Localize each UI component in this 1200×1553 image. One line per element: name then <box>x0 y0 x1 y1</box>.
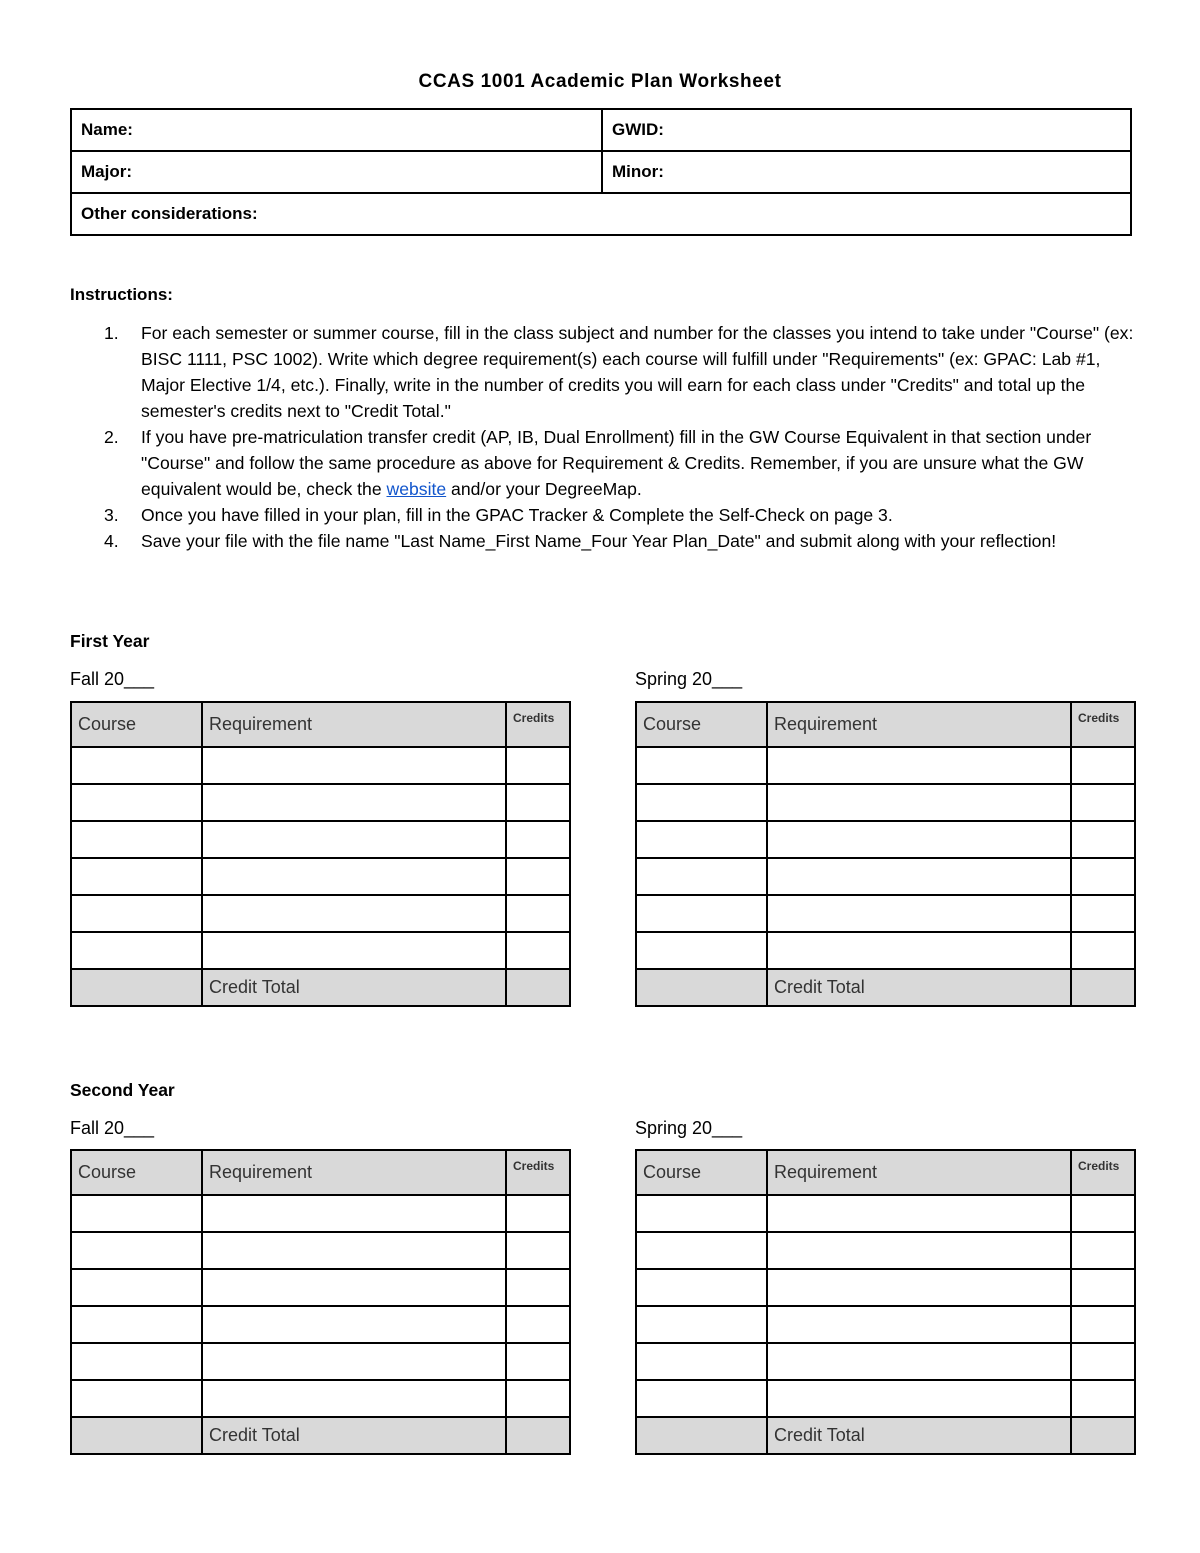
table-row <box>71 1306 570 1343</box>
instruction-item <box>104 528 1134 554</box>
credits-cell[interactable] <box>1071 747 1135 784</box>
credit-total-row <box>71 969 570 1006</box>
requirement-header: Requirement <box>767 702 1071 747</box>
course-cell[interactable] <box>71 858 202 895</box>
requirement-cell[interactable] <box>202 858 506 895</box>
instruction-number: 1. <box>104 323 119 343</box>
course-cell[interactable] <box>71 1306 202 1343</box>
requirement-cell[interactable] <box>767 821 1071 858</box>
table-row <box>71 1269 570 1306</box>
table-row <box>71 932 570 969</box>
course-cell[interactable] <box>71 895 202 932</box>
course-header: Course <box>636 702 767 747</box>
instruction-item <box>104 424 1134 502</box>
instruction-text: Save your file with the file name "Last Name_First Name_Four Year Plan_Date" and submit along with your reflection! <box>141 531 1057 551</box>
credits-header: Credits <box>506 702 570 747</box>
requirement-cell[interactable] <box>767 932 1071 969</box>
credit-total-cell[interactable] <box>506 1417 570 1454</box>
credits-cell[interactable] <box>1071 1195 1135 1232</box>
instructions-heading: Instructions: <box>70 285 173 304</box>
instruction-text: For each semester or summer course, fill in the class subject and number for the classes you intend to take under "Course" (ex: BISC 1111, PSC 1002). Write which degree requirement(s) each course will fulfill under "Requirements" (ex: GPAC: Lab #1, Major Elective 1/4, etc.). Finally, write in the number of credits you will earn for each class under "Credits" and total up the semester's credits next to "Credit Total." <box>141 323 1134 421</box>
credits-cell[interactable] <box>506 895 570 932</box>
table-row <box>71 1380 570 1417</box>
requirement-cell[interactable] <box>202 784 506 821</box>
credits-cell[interactable] <box>1071 1269 1135 1306</box>
credits-cell[interactable] <box>1071 895 1135 932</box>
credits-cell[interactable] <box>1071 1380 1135 1417</box>
other-considerations-field[interactable]: Other considerations: <box>71 193 1131 235</box>
table-row <box>71 1232 570 1269</box>
course-cell[interactable] <box>636 858 767 895</box>
course-cell[interactable] <box>636 1195 767 1232</box>
course-cell[interactable] <box>71 1269 202 1306</box>
course-cell[interactable] <box>71 821 202 858</box>
course-cell[interactable] <box>71 1380 202 1417</box>
empty-cell <box>71 969 202 1006</box>
credit-total-cell[interactable] <box>1071 969 1135 1006</box>
course-cell[interactable] <box>636 747 767 784</box>
student-info-table <box>70 108 1132 236</box>
course-cell[interactable] <box>636 1306 767 1343</box>
first-year-spring-table <box>635 701 1136 1007</box>
requirement-cell[interactable] <box>767 1343 1071 1380</box>
name-field[interactable]: Name: <box>71 109 602 151</box>
course-cell[interactable] <box>636 821 767 858</box>
table-row <box>71 821 570 858</box>
website-link[interactable]: website <box>386 479 447 499</box>
credits-cell[interactable] <box>506 784 570 821</box>
table-row <box>71 747 570 784</box>
empty-cell <box>636 969 767 1006</box>
first-year-fall-table <box>70 701 571 1007</box>
credits-cell[interactable] <box>506 821 570 858</box>
credits-cell[interactable] <box>506 932 570 969</box>
table-row <box>636 895 1135 932</box>
second-year-fall-table <box>70 1149 571 1455</box>
table-header-row <box>71 702 570 747</box>
instruction-text: and/or your DegreeMap. <box>446 479 642 499</box>
requirement-cell[interactable] <box>767 1306 1071 1343</box>
minor-field[interactable]: Minor: <box>602 151 1131 193</box>
course-cell[interactable] <box>636 1232 767 1269</box>
table-header-row <box>636 1150 1135 1195</box>
credits-header: Credits <box>1071 1150 1135 1195</box>
requirement-cell[interactable] <box>767 1269 1071 1306</box>
spring-term-label: Spring 20___ <box>635 1118 743 1138</box>
fall-term-label: Fall 20___ <box>70 669 155 689</box>
credits-cell[interactable] <box>506 1269 570 1306</box>
requirement-cell[interactable] <box>767 1380 1071 1417</box>
requirement-header: Requirement <box>202 1150 506 1195</box>
credits-cell[interactable] <box>506 1343 570 1380</box>
course-cell[interactable] <box>636 895 767 932</box>
table-row <box>636 821 1135 858</box>
gwid-field[interactable]: GWID: <box>602 109 1131 151</box>
requirement-cell[interactable] <box>767 747 1071 784</box>
requirement-cell[interactable] <box>202 1306 506 1343</box>
table-row <box>636 1232 1135 1269</box>
table-row <box>71 895 570 932</box>
first-year-heading: First Year <box>70 631 150 651</box>
credits-cell[interactable] <box>1071 784 1135 821</box>
credits-cell[interactable] <box>506 1306 570 1343</box>
credits-header: Credits <box>1071 702 1135 747</box>
course-cell[interactable] <box>636 1269 767 1306</box>
requirement-cell[interactable] <box>202 747 506 784</box>
credit-total-label: Credit Total <box>202 1417 506 1454</box>
second-year-spring-table <box>635 1149 1136 1455</box>
credits-cell[interactable] <box>1071 932 1135 969</box>
instructions-list <box>104 320 1134 554</box>
instruction-item <box>104 320 1134 424</box>
course-cell[interactable] <box>636 932 767 969</box>
credits-cell[interactable] <box>1071 1232 1135 1269</box>
table-header-row <box>636 702 1135 747</box>
requirement-cell[interactable] <box>202 1195 506 1232</box>
table-row <box>636 1380 1135 1417</box>
table-row <box>636 784 1135 821</box>
instruction-item <box>104 502 1134 528</box>
course-cell[interactable] <box>71 1232 202 1269</box>
credit-total-cell[interactable] <box>1071 1417 1135 1454</box>
credit-total-label: Credit Total <box>767 969 1071 1006</box>
course-cell[interactable] <box>71 747 202 784</box>
credits-cell[interactable] <box>1071 858 1135 895</box>
credit-total-row <box>71 1417 570 1454</box>
course-header: Course <box>71 702 202 747</box>
course-cell[interactable] <box>636 1380 767 1417</box>
requirement-cell[interactable] <box>767 1195 1071 1232</box>
course-cell[interactable] <box>71 784 202 821</box>
course-cell[interactable] <box>636 784 767 821</box>
course-header: Course <box>71 1150 202 1195</box>
requirement-cell[interactable] <box>767 895 1071 932</box>
requirement-cell[interactable] <box>202 1380 506 1417</box>
requirement-cell[interactable] <box>202 1343 506 1380</box>
credits-cell[interactable] <box>506 858 570 895</box>
requirement-cell[interactable] <box>767 858 1071 895</box>
table-row <box>636 747 1135 784</box>
requirement-cell[interactable] <box>202 1269 506 1306</box>
table-row <box>636 858 1135 895</box>
credit-total-row <box>636 969 1135 1006</box>
credits-cell[interactable] <box>1071 821 1135 858</box>
table-row <box>71 1195 570 1232</box>
instruction-number: 3. <box>104 505 119 525</box>
table-row <box>636 1269 1135 1306</box>
second-year-heading: Second Year <box>70 1080 175 1100</box>
course-cell[interactable] <box>71 932 202 969</box>
credit-total-label: Credit Total <box>767 1417 1071 1454</box>
major-field[interactable]: Major: <box>71 151 602 193</box>
instruction-text: If you have pre-matriculation transfer credit (AP, IB, Dual Enrollment) fill in the GW Course Equivalent in that section under "Course" and follow the same procedure as above for Requirement & Credits. Remember, if you are unsure what the GW equivalent would be, check the <box>141 427 1092 499</box>
credit-total-cell[interactable] <box>506 969 570 1006</box>
fall-term-label: Fall 20___ <box>70 1118 155 1138</box>
credit-total-row <box>636 1417 1135 1454</box>
table-row <box>636 932 1135 969</box>
empty-cell <box>636 1417 767 1454</box>
requirement-cell[interactable] <box>202 1232 506 1269</box>
table-row <box>71 858 570 895</box>
credits-header: Credits <box>506 1150 570 1195</box>
credits-cell[interactable] <box>1071 1343 1135 1380</box>
instruction-text: Once you have filled in your plan, fill in the GPAC Tracker & Complete the Self-Check on page 3. <box>141 505 893 525</box>
page-title: CCAS 1001 Academic Plan Worksheet <box>418 71 782 92</box>
table-row <box>636 1343 1135 1380</box>
table-header-row <box>71 1150 570 1195</box>
credits-cell[interactable] <box>506 1195 570 1232</box>
course-cell[interactable] <box>71 1195 202 1232</box>
requirement-header: Requirement <box>202 702 506 747</box>
credits-cell[interactable] <box>506 1380 570 1417</box>
instruction-number: 2. <box>104 427 119 447</box>
requirement-cell[interactable] <box>202 895 506 932</box>
requirement-cell[interactable] <box>202 821 506 858</box>
table-row <box>636 1306 1135 1343</box>
requirement-cell[interactable] <box>202 932 506 969</box>
spring-term-label: Spring 20___ <box>635 669 743 689</box>
requirement-header: Requirement <box>767 1150 1071 1195</box>
requirement-cell[interactable] <box>767 784 1071 821</box>
table-row <box>71 1343 570 1380</box>
table-row <box>636 1195 1135 1232</box>
credit-total-label: Credit Total <box>202 969 506 1006</box>
table-row <box>71 784 570 821</box>
instruction-number: 4. <box>104 531 119 551</box>
credits-cell[interactable] <box>1071 1306 1135 1343</box>
course-cell[interactable] <box>636 1343 767 1380</box>
course-cell[interactable] <box>71 1343 202 1380</box>
course-header: Course <box>636 1150 767 1195</box>
requirement-cell[interactable] <box>767 1232 1071 1269</box>
credits-cell[interactable] <box>506 1232 570 1269</box>
empty-cell <box>71 1417 202 1454</box>
credits-cell[interactable] <box>506 747 570 784</box>
